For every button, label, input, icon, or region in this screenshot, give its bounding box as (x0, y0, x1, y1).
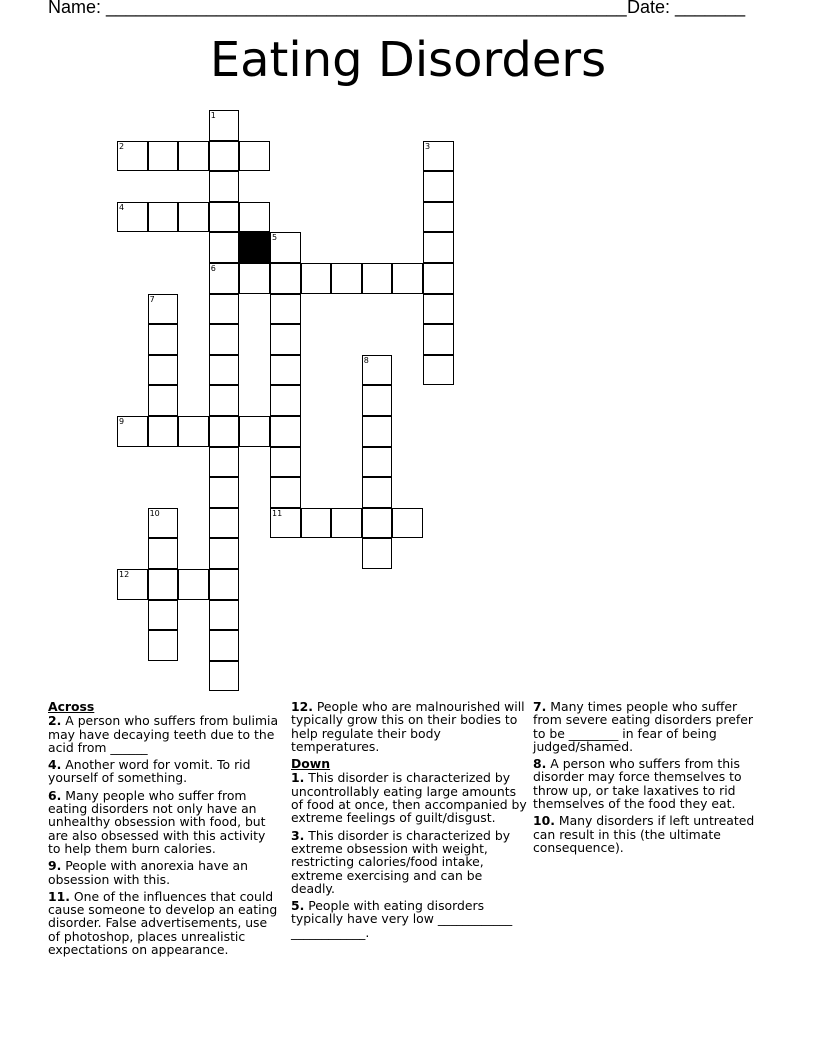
clue-number-label: 10. (533, 813, 555, 829)
crossword-cell[interactable] (209, 661, 240, 692)
clue-number: 6 (210, 264, 216, 273)
crossword-cell[interactable] (423, 324, 454, 355)
crossword-cell[interactable] (362, 385, 393, 416)
clue-item (291, 829, 527, 895)
crossword-cell[interactable] (209, 477, 240, 508)
crossword-cell[interactable] (270, 447, 301, 478)
clue-text: People with eating disorders typically have very low ____________ ____________. (291, 898, 513, 940)
crossword-cell[interactable] (270, 263, 301, 294)
clue-number: 7 (149, 294, 155, 304)
clue-number-label: 6. (48, 787, 62, 803)
crossword-cell[interactable] (209, 538, 240, 569)
crossword-cell[interactable] (423, 355, 454, 386)
page-title: Eating Disorders (209, 32, 607, 88)
clue-item (48, 789, 280, 855)
crossword-cell[interactable] (362, 508, 393, 539)
crossword-cell[interactable] (148, 202, 179, 233)
crossword-cell[interactable] (301, 263, 332, 294)
crossword-cell[interactable] (209, 355, 240, 386)
down-heading: Down (291, 756, 331, 772)
clue-number-label: 7. (533, 699, 547, 714)
crossword-cell[interactable] (209, 416, 240, 447)
crossword-cell[interactable] (148, 508, 179, 539)
clue-text: People who are malnourished will typically grow this on their bodies to help regulate their body temperatures. (291, 699, 525, 754)
crossword-cell[interactable] (209, 202, 240, 233)
clue-number: 10 (149, 508, 160, 518)
crossword-cell[interactable] (270, 355, 301, 386)
crossword-cell[interactable] (209, 630, 240, 661)
crossword-cell[interactable] (148, 141, 179, 172)
clue-number-label: 3. (291, 827, 305, 843)
crossword-cell[interactable] (362, 416, 393, 447)
crossword-cell[interactable] (209, 600, 240, 631)
crossword-cell[interactable] (209, 508, 240, 539)
crossword-cell[interactable] (392, 508, 423, 539)
clue-number: 8 (363, 355, 369, 365)
clue-number: 11 (272, 508, 283, 518)
across-clue-list (48, 714, 280, 956)
crossword-cell[interactable] (148, 630, 179, 661)
clues-column-1 (48, 700, 280, 960)
clue-item (533, 814, 769, 854)
clue-text: Many disorders if left untreated can result in this (the ultimate consequence). (533, 813, 755, 855)
crossword-cell[interactable] (209, 263, 240, 294)
crossword-cell[interactable] (362, 477, 393, 508)
down-clue-list (291, 771, 527, 939)
crossword-cell[interactable] (423, 263, 454, 294)
crossword-cell[interactable] (331, 263, 362, 294)
crossword-cell[interactable] (209, 324, 240, 355)
clue-text: People with anorexia have an obsession with this. (48, 858, 248, 887)
crossword-cell[interactable] (239, 416, 270, 447)
crossword-cell[interactable] (148, 416, 179, 447)
crossword-cell[interactable] (331, 508, 362, 539)
clue-text: A person who suffers from this disorder may force themselves to throw up, or take laxatives to rid themselves of the food they eat. (533, 756, 742, 812)
down-clue-list-continued (533, 700, 769, 854)
across-heading: Across (48, 699, 95, 714)
crossword-cell[interactable] (270, 294, 301, 325)
crossword-cell[interactable] (209, 171, 240, 202)
clue-item (533, 700, 769, 753)
clue-item (533, 757, 769, 810)
clue-number-label: 1. (291, 770, 305, 786)
crossword-cell[interactable] (423, 294, 454, 325)
crossword-cell[interactable] (178, 416, 209, 447)
crossword-cell[interactable] (362, 355, 393, 386)
crossword-cell[interactable] (148, 355, 179, 386)
crossword-cell[interactable] (117, 416, 148, 447)
clue-number-label: 4. (48, 757, 62, 773)
crossword-cell[interactable] (209, 232, 240, 263)
clue-number-label: 9. (48, 858, 62, 874)
crossword-cell[interactable] (178, 202, 209, 233)
crossword-cell[interactable] (117, 141, 148, 172)
crossword-cell[interactable] (148, 385, 179, 416)
crossword-cell[interactable] (423, 171, 454, 202)
clue-text: Many times people who suffer from severe eating disorders prefer to be ________ in fear of being judged/shamed. (533, 699, 753, 754)
crossword-cell[interactable] (148, 294, 179, 325)
clue-text: Many people who suffer from eating disorders not only have an unhealthy obsession with food, but are also obsessed with this activity to help them burn calories. (48, 787, 266, 856)
clue-number-label: 11. (48, 888, 70, 904)
crossword-cell[interactable] (148, 600, 179, 631)
date-field-label: Date: _______ (627, 0, 746, 17)
crossword-cell[interactable] (270, 232, 301, 263)
clue-item (48, 714, 280, 754)
clue-text: This disorder is characterized by uncontrollably eating large amounts of food at once, then accompanied by extreme feelings of guilt/disgust. (291, 770, 527, 826)
clue-number-label: 8. (533, 756, 547, 772)
clues-column-3 (533, 700, 769, 858)
clue-number: 4 (119, 202, 125, 212)
crossword-cell[interactable] (117, 569, 148, 600)
clue-text: Another word for vomit. To rid yourself of something. (48, 757, 251, 786)
clue-number: 2 (119, 141, 125, 151)
clue-number: 1 (210, 111, 216, 120)
crossword-cell[interactable] (209, 294, 240, 325)
clue-number: 12 (119, 570, 130, 579)
crossword-cell[interactable] (301, 508, 332, 539)
clue-text: This disorder is characterized by extreme obsession with weight, restricting calories/food intake, extreme exercising and can be deadly. (291, 827, 511, 896)
clue-item (291, 899, 527, 939)
crossword-cell[interactable] (148, 538, 179, 569)
crossword-cell[interactable] (178, 569, 209, 600)
clue-item (48, 859, 280, 886)
blocked-cell (239, 232, 270, 263)
clue-number: 9 (119, 417, 125, 426)
clue-number-label: 5. (291, 898, 305, 914)
clue-number-label: 2. (48, 713, 62, 729)
crossword-cell[interactable] (239, 141, 270, 172)
crossword-cell[interactable] (423, 232, 454, 263)
crossword-cell[interactable] (209, 569, 240, 600)
crossword-cell[interactable] (362, 447, 393, 478)
clue-number: 5 (272, 233, 278, 243)
crossword-cell[interactable] (117, 202, 148, 233)
crossword-cell[interactable] (148, 569, 179, 600)
crossword-cell[interactable] (392, 263, 423, 294)
crossword-cell[interactable] (270, 416, 301, 447)
clue-item (48, 758, 280, 785)
clues-column-2 (291, 700, 527, 943)
crossword-cell[interactable] (209, 447, 240, 478)
clue-text: A person who suffers from bulimia may have decaying teeth due to the acid from ______ (48, 713, 279, 755)
crossword-cell[interactable] (239, 202, 270, 233)
crossword-cell[interactable] (362, 263, 393, 294)
crossword-cell[interactable] (148, 324, 179, 355)
crossword-cell[interactable] (423, 141, 454, 172)
crossword-cell[interactable] (270, 508, 301, 539)
clue-item (291, 771, 527, 824)
crossword-cell[interactable] (270, 385, 301, 416)
crossword-cell[interactable] (362, 538, 393, 569)
clue-number: 3 (425, 141, 431, 151)
crossword-cell[interactable] (178, 141, 209, 172)
crossword-cell[interactable] (209, 385, 240, 416)
clue-text: One of the influences that could cause someone to develop an eating disorder. False advertisements, use of photoshop, places unrealistic expectations on appearance. (48, 888, 278, 958)
crossword-cell[interactable] (270, 324, 301, 355)
crossword-cell[interactable] (423, 202, 454, 233)
clue-item (48, 890, 280, 956)
name-field-label: Name: ____________________________________________________ (48, 0, 627, 17)
clue-number-label: 12. (291, 699, 313, 714)
crossword-cell[interactable] (239, 263, 270, 294)
crossword-cell[interactable] (270, 477, 301, 508)
across-clue-list-continued (291, 700, 527, 753)
clue-item (291, 700, 527, 753)
crossword-cell[interactable] (209, 141, 240, 172)
crossword-cell[interactable] (209, 110, 240, 141)
